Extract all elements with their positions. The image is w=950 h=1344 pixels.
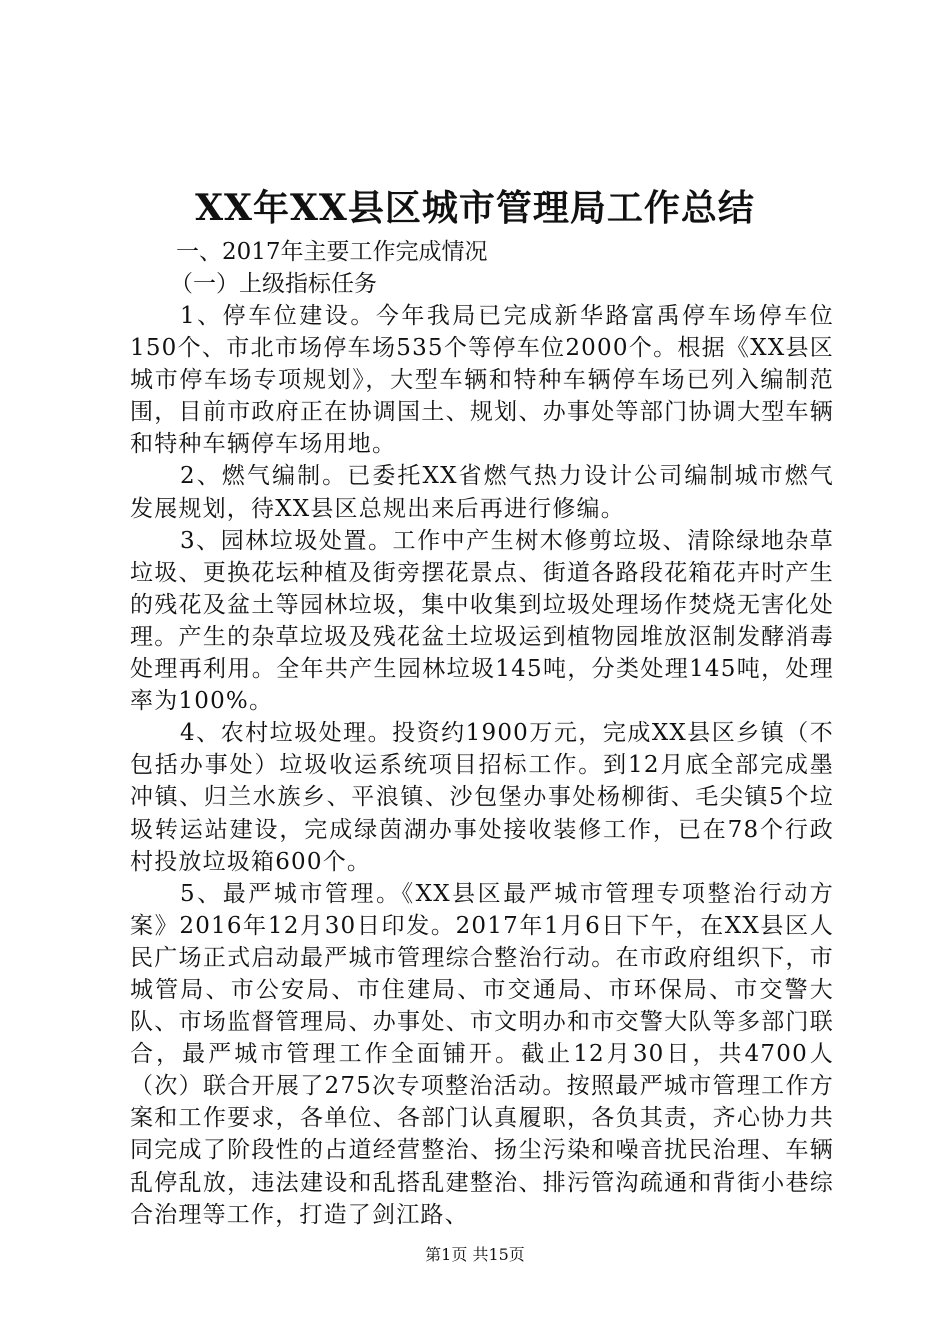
paragraph-gas: 2、燃气编制。已委托XX省燃气热力设计公司编制城市燃气发展规划，待XX县区总规出来后再进行修编。 <box>130 463 834 522</box>
section-heading: 一、2017年主要工作完成情况 <box>176 239 488 265</box>
paragraph-rural-waste: 4、农村垃圾处理。投资约1900万元，完成XX县区乡镇（不包括办事处）垃圾收运系统项目招标工作。到12月底全部完成墨冲镇、归兰水族乡、平浪镇、沙包堡办事处杨柳街、毛尖镇5个垃圾转运站建设，完成绿茵湖办事处接收装修工作，已在78个行政村投放垃圾箱600个。 <box>130 720 834 875</box>
paragraph-garden-waste: 3、园林垃圾处置。工作中产生树木修剪垃圾、清除绿地杂草垃圾、更换花坛种植及街旁摆花景点、街道各路段花箱花卉时产生的残花及盆土等园林垃圾，集中收集到垃圾处理场作焚烧无害化处理。产生的杂草垃圾及残花盆土垃圾运到植物园堆放沤制发酵消毒处理再利用。全年共产生园林垃圾145吨，分类处理145吨，处理率为100%。 <box>130 527 834 715</box>
document-body <box>130 236 834 1231</box>
paragraph-parking: 1、停车位建设。今年我局已完成新华路富禹停车场停车位150个、市北市场停车场535个等停车位2000个。根据《XX县区城市停车场专项规划》，大型车辆和特种车辆停车场已列入编制范围，目前市政府正在协调国土、规划、办事处等部门协调大型车辆和特种车辆停车场用地。 <box>130 303 834 458</box>
page-number: 第1页 共15页 <box>425 1245 525 1264</box>
document-title: XX年XX县区城市管理局工作总结 <box>195 187 755 229</box>
paragraph-city-management: 5、最严城市管理。《XX县区最严城市管理专项整治行动方案》2016年12月30日印发。2017年1月6日下午，在XX县区人民广场正式启动最严城市管理综合整治行动。在市政府组织下，市城管局、市公安局、市住建局、市交通局、市环保局、市交警大队、市场监督管理局、办事处、市文明办和市交警大队等多部门联合，最严城市管理工作全面铺开。截止12月30日，共4700人（次）联合开展了275次专项整治活动。按照最严城市管理工作方案和工作要求，各单位、各部门认真履职，各负其责，齐心协力共同完成了阶段性的占道经营整治、扬尘污染和噪音扰民治理、车辆乱停乱放，违法建设和乱搭乱建整治、排污管沟疏通和背街小巷综合治理等工作，打造了剑江路、 <box>130 880 834 1228</box>
subsection-heading: （一）上级指标任务 <box>170 271 377 297</box>
